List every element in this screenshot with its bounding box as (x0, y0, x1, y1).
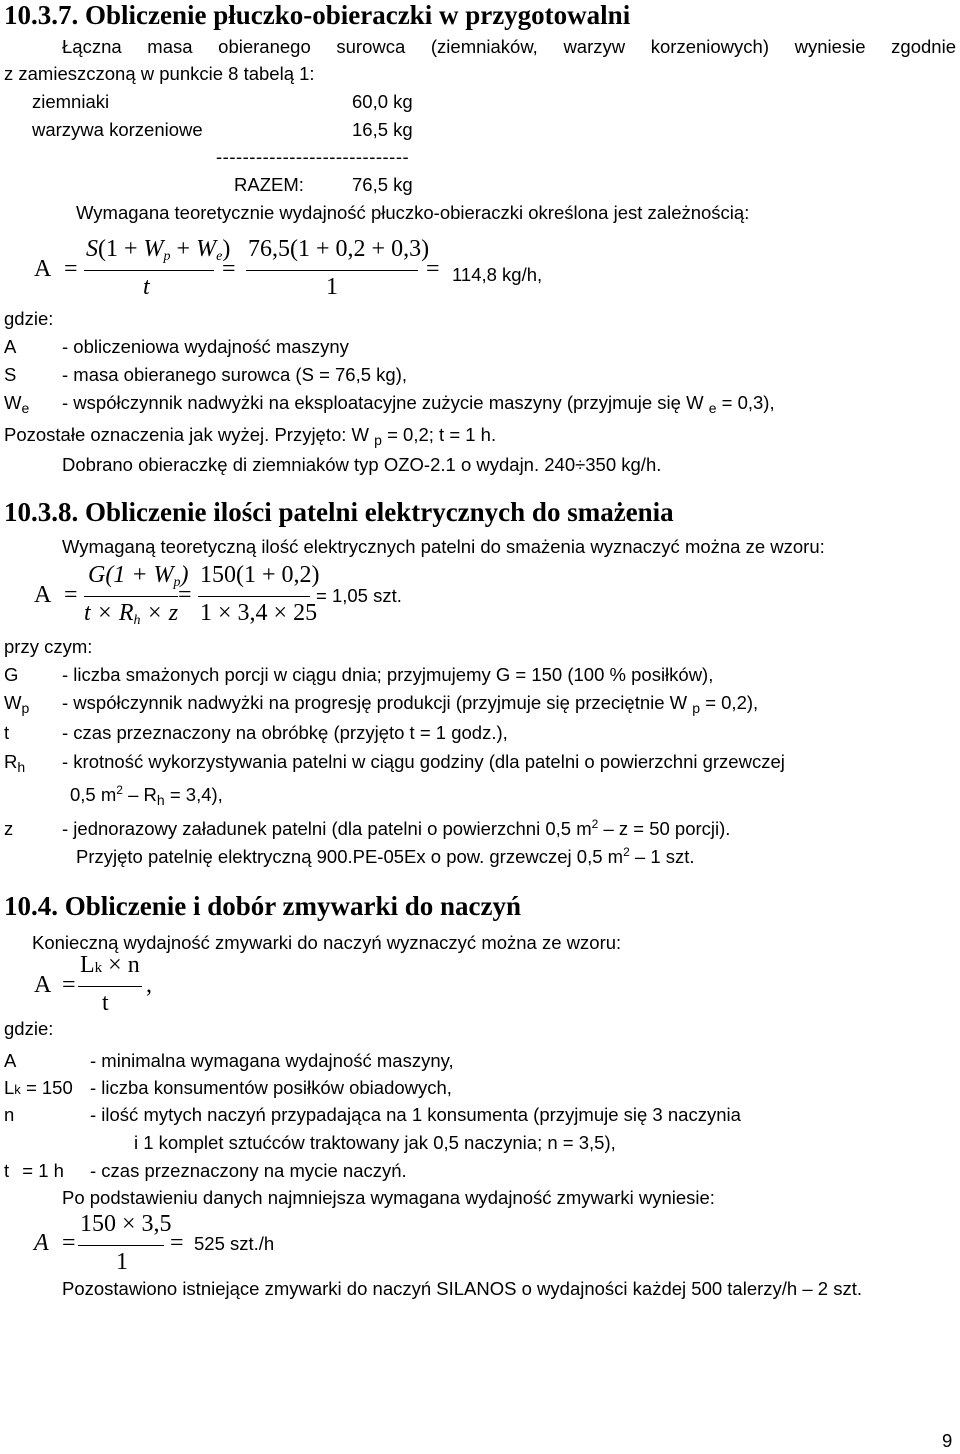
item-label-potatoes: ziemniaki (32, 91, 110, 112)
def-symbol-t: t = 1 h (4, 1160, 64, 1181)
formula-eq: = (62, 1230, 76, 1256)
formula-eq: = (62, 972, 76, 998)
formula-numerator: S(1 + Wp + We) (86, 236, 231, 264)
total-value: 76,5 kg (352, 174, 413, 195)
def-symbol-n: n (4, 1104, 15, 1125)
def-symbol-a: A (4, 1050, 17, 1071)
where-label: przy czym: (4, 636, 93, 657)
def-symbol-we: $W_e$ (4, 392, 30, 416)
def-symbol-z: z (4, 818, 14, 839)
formula-numerator-values: 76,5(1 + 0,2 + 0,3) (248, 236, 430, 262)
formula-tail: , (146, 972, 152, 998)
intro-line-1: Łączna masa obieranego surowca (ziemniaków, warzyw korzeniowych) wyniesie zgodnie (62, 36, 956, 57)
def-symbol-rh: $R_h$ (4, 751, 26, 775)
def-text-rh: - krotność wykorzystywania patelni w ciągu godziny (dla patelni o powierzchni grzewczej (62, 751, 785, 772)
total-label: RAZEM: (234, 174, 304, 195)
def-text-a: - obliczeniowa wydajność maszyny (62, 336, 349, 357)
formula-result: 114,8 kg/h, (452, 264, 543, 285)
item-label-root-vegetables: warzywa korzeniowe (32, 119, 203, 140)
intro-line-2: z zamieszczoną w punkcie 8 tabelą 1: (4, 63, 315, 84)
def-symbol-g: G (4, 664, 19, 685)
def-text-t: - czas przeznaczony na obróbkę (przyjęto t = 1 godz.), (62, 722, 508, 743)
def-text-a: - minimalna wymagana wydajność maszyny, (90, 1050, 454, 1071)
formula-numerator: G(1 + Wp) (88, 562, 189, 590)
pans-intro: Wymaganą teoretyczną ilość elektrycznych patelni do smażenia wyznaczyć można ze wzoru: (62, 536, 825, 557)
other-symbols-note: Pozostałe oznaczenia jak wyżej. Przyjęto: W $_p$ = 0,2; t = 1 h. (4, 424, 497, 448)
def-text-wp: - współczynnik nadwyżki na progresję produkcji (przyjmuje się przeciętnie W $_p$ = 0,2), (62, 692, 759, 716)
formula-result: = 1,05 szt. (316, 585, 402, 606)
formula-denominator: 1 (116, 1249, 128, 1275)
fraction-bar (246, 270, 418, 271)
fraction-bar (198, 596, 310, 597)
total-divider: ----------------------------- (216, 146, 410, 167)
formula-numerator: 150 × 3,5 (80, 1211, 172, 1237)
formula-denominator: t (102, 990, 109, 1016)
selected-peeler: Dobrano obieraczkę di ziemniaków typ OZO-2.1 o wydajn. 240÷350 kg/h. (62, 454, 662, 475)
item-value-potatoes: 60,0 kg (352, 91, 413, 112)
formula-denominator: t (143, 274, 150, 300)
formula-numerator: Lk × n (80, 952, 140, 978)
dishwasher-intro: Konieczną wydajność zmywarki do naczyń wyznaczyć można ze wzoru: (32, 932, 622, 953)
where-label: gdzie: (4, 1018, 54, 1039)
formula-denominator-values: 1 × 3,4 × 25 (200, 600, 318, 626)
result-intro: Po podstawieniu danych najmniejsza wymagana wydajność zmywarki wyniesie: (62, 1187, 715, 1208)
formula-eq: = (178, 582, 192, 608)
fraction-bar (84, 596, 178, 597)
page-number: 9 (942, 1430, 953, 1451)
section-heading-10-3-8: 10.3.8. Obliczenie ilości patelni elektrycznych do smażenia (4, 497, 674, 527)
formula-eq: = (64, 582, 78, 608)
def-text-s: - masa obieranego surowca (S = 76,5 kg), (62, 364, 407, 385)
fraction-bar (78, 986, 142, 987)
def-text-rh-cont: 0,5 $m^2 - R_h = 3,4$), (70, 783, 223, 808)
formula-eq: = (426, 256, 440, 282)
formula-lhs: A (34, 972, 52, 998)
fraction-bar (78, 1245, 164, 1246)
def-text-lk: - liczba konsumentów posiłków obiadowych, (90, 1077, 452, 1098)
fraction-bar (84, 270, 214, 271)
def-symbol-t: t (4, 722, 10, 743)
formula-lhs: A (34, 1230, 49, 1256)
def-text-t: - czas przeznaczony na mycie naczyń. (90, 1160, 407, 1181)
formula-numerator-values: 150(1 + 0,2) (200, 562, 320, 588)
formula-lhs: A (34, 256, 52, 282)
def-text-g: - liczba smażonych porcji w ciągu dnia; przyjmujemy G = 150 (100 % posiłków), (62, 664, 714, 685)
formula-eq: = (170, 1230, 184, 1256)
section-heading-10-4: 10.4. Obliczenie i dobór zmywarki do naczyń (4, 891, 521, 921)
def-text-n: - ilość mytych naczyń przypadająca na 1 konsumenta (przyjmuje się 3 naczynia (90, 1104, 741, 1125)
formula-denominator: t × Rh × z (84, 600, 179, 628)
formula-denominator-values: 1 (326, 274, 338, 300)
def-symbol-wp: $W_p$ (4, 692, 30, 716)
def-symbol-a: A (4, 336, 17, 357)
def-symbol-s: S (4, 364, 17, 385)
def-text-n-cont: i 1 komplet sztućców traktowany jak 0,5 naczynia; n = 3,5), (134, 1132, 616, 1153)
formula-lhs: A (34, 582, 52, 608)
def-text-we: - współczynnik nadwyżki na eksploatacyjne zużycie maszyny (przyjmuje się W $_e$ = 0,3), (62, 392, 775, 416)
def-text-z: - jednorazowy załadunek patelni (dla patelni o powierzchni 0,5 $m^2 - z = 50$ porcji). (62, 817, 731, 839)
where-label: gdzie: (4, 308, 54, 329)
formula-result: 525 szt./h (194, 1233, 275, 1254)
selected-pan: Przyjęto patelnię elektryczną 900.PE-05Ex o pow. grzewczej 0,5 $m^2 - 1$ szt. (76, 845, 695, 867)
formula-eq: = (64, 256, 78, 282)
selected-dishwasher: Pozostawiono istniejące zmywarki do naczyń SILANOS o wydajności każdej 500 talerzy/h – 2 szt. (62, 1278, 862, 1299)
item-value-root-vegetables: 16,5 kg (352, 119, 413, 140)
def-symbol-lk: Lk = 150 (4, 1077, 73, 1098)
formula-intro: Wymagana teoretycznie wydajność płuczko-obieraczki określona jest zależnością: (76, 202, 750, 223)
section-heading-10-3-7: 10.3.7. Obliczenie płuczko-obieraczki w przygotowalni (4, 0, 631, 30)
formula-eq: = (222, 256, 236, 282)
